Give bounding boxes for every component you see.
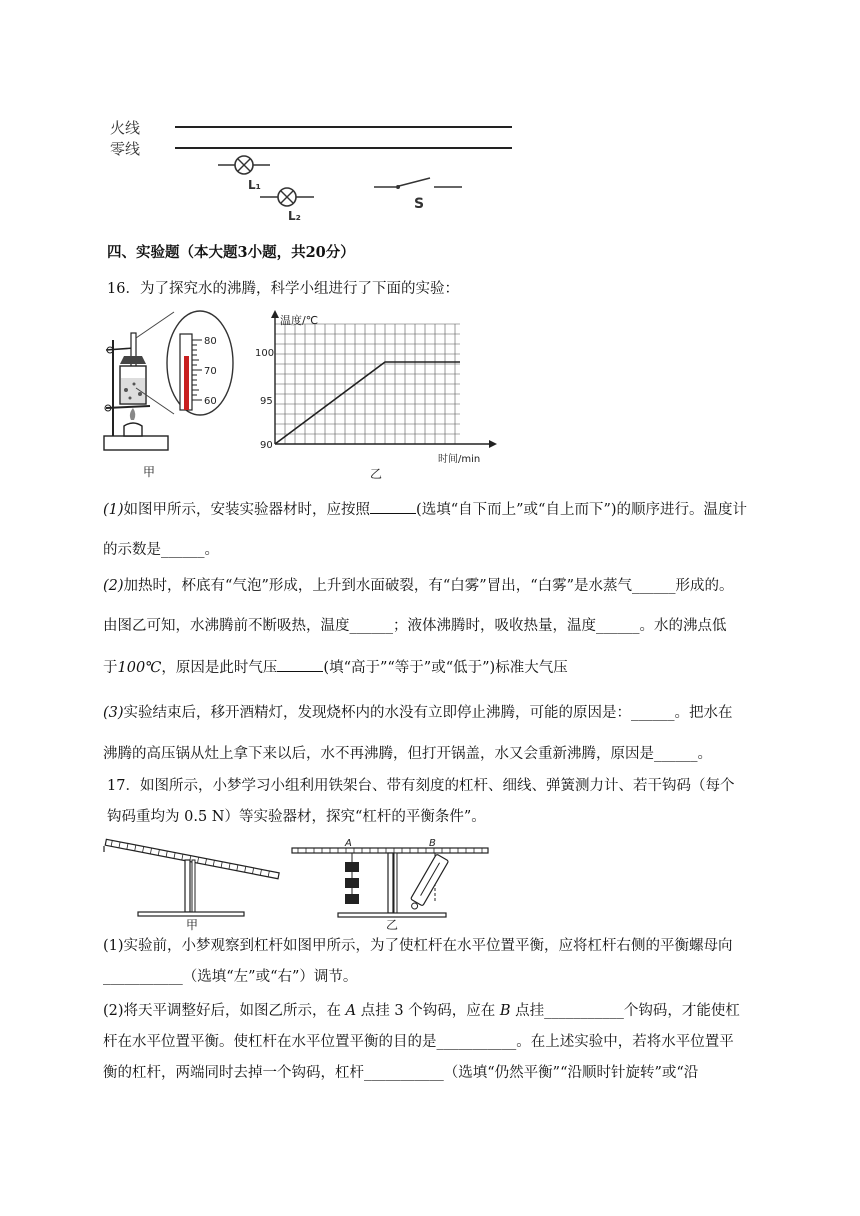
thermometer-scale-60: 60 — [204, 396, 217, 407]
q16-boiling-value: 100℃ — [117, 660, 162, 676]
section-heading: 四、实验题（本大题3小题，共20分） — [107, 244, 355, 261]
graph-grid — [275, 324, 460, 444]
q16-part3-text: 实验结束后，移开酒精灯，发现烧杯内的水没有立即停止沸腾，可能的原因是：______。把水在 — [123, 705, 733, 721]
q16-part2-number: (2) — [103, 578, 124, 594]
q16-part1-line2: 的示数是______。 — [103, 542, 219, 558]
q16-apparatus-figure — [98, 308, 238, 480]
q17-part1-line1: (1)实验前，小梦观察到杠杆如图甲所示，为了使杠杆在水平位置平衡，应将杠杆右侧的平衡螺母向 — [103, 938, 733, 954]
thermometer-scale-80: 80 — [204, 336, 217, 347]
q17-lever-figure-a — [100, 838, 285, 932]
q16-part2-text-a: 于 — [103, 660, 118, 676]
q16-part3-number: (3) — [103, 705, 124, 721]
lamp-l2-icon — [260, 188, 314, 206]
q17-stem-line1: 17．如图所示，小梦学习小组利用铁架台、带有刻度的杠杆、细线、弹簧测力计、若干钩码（每个 — [107, 778, 735, 794]
q16-part1-text-b: (选填“自下而上”或“自上而下”)的顺序进行。温度计 — [416, 502, 748, 518]
q17-part2-line1 — [103, 1001, 740, 1021]
fig-a-caption: 甲 — [143, 465, 156, 479]
lamp-l1-label: L₁ — [248, 178, 261, 192]
q16-part1-blank — [370, 499, 416, 514]
switch-label: S — [414, 196, 425, 212]
live-wire-label: 火线 — [110, 119, 141, 137]
balanced-lever — [292, 848, 488, 853]
q16-graph-figure — [250, 310, 500, 482]
switch-icon — [374, 178, 462, 189]
q17-part2-line2: 杆在水平位置平衡。使杠杆在水平位置平衡的目的是___________。在上述实验中，若将水平位置平 — [103, 1034, 734, 1050]
q16-part2-blank — [277, 657, 323, 672]
point-b-label: B — [429, 838, 436, 849]
q16-part2-line3 — [103, 657, 568, 678]
q16-part1-line1 — [103, 499, 747, 520]
q17-fig-b-caption: 乙 — [386, 918, 399, 932]
neutral-wire-label: 零线 — [110, 140, 141, 158]
q17-part1-line2: ___________（选填“左”或“右”）调节。 — [103, 969, 358, 985]
q17-lever-figure-b — [290, 838, 502, 932]
q16-part3-line2: 沸腾的高压锅从灶上拿下来以后，水不再沸腾，但打开锅盖，水又会重新沸腾，原因是______。 — [103, 746, 712, 762]
q16-part3-line1 — [103, 703, 733, 723]
q16-part2-line2: 由图乙可知，水沸腾前不断吸热，温度______；液体沸腾时，吸收热量，温度______。水的沸点低 — [103, 618, 727, 634]
q16-part2-text: 加热时，杯底有“气泡”形成，上升到水面破裂，有“白雾”冒出，“白雾”是水蒸气______形成的。 — [123, 578, 734, 594]
q17-fig-a-caption: 甲 — [186, 918, 199, 932]
q16-part2-line1 — [103, 576, 734, 596]
spring-scale-icon — [407, 854, 449, 912]
q16-part1-number: (1) — [103, 502, 124, 518]
graph-y-label: 温度/℃ — [280, 314, 319, 327]
q17-part2-line3: 衡的杠杆，两端同时去掉一个钩码，杠杆___________（选填“仍然平衡”“沿顺时针旋转”或“沿 — [103, 1065, 699, 1081]
q16-part2-text-d: (填“高于”“等于”或“低于”)标准大气压 — [323, 660, 568, 676]
fig-b-caption: 乙 — [370, 467, 383, 481]
q16-part1-text-a: 如图甲所示，安装实验器材时，应按照 — [123, 502, 371, 518]
lamp-l1-icon — [218, 156, 270, 174]
graph-x-label: 时间/min — [438, 454, 481, 465]
lamp-l2-label: L₂ — [288, 209, 301, 223]
q16-stem: 16．为了探究水的沸腾，科学小组进行了下面的实验： — [107, 281, 459, 297]
q17-stem-line2: 钩码重均为 0.5 N）等实验器材，探究“杠杆的平衡条件”。 — [107, 809, 486, 825]
circuit-figure — [100, 108, 520, 226]
q17-part2-text-c: 点挂 3 个钩码，应在 — [360, 1003, 496, 1019]
q17-point-b-ref: B — [499, 1003, 511, 1019]
graph-ytick-95: 95 — [260, 396, 273, 407]
q17-part2-text-a: (2)将天平调整好后，如图乙所示，在 — [103, 1003, 342, 1019]
q17-point-a-ref: A — [345, 1003, 357, 1019]
graph-ytick-90: 90 — [260, 440, 273, 451]
q16-part2-text-c: ，原因是此时气压 — [161, 660, 278, 676]
q17-part2-text-e: 点挂___________个钩码，才能使杠 — [515, 1003, 740, 1019]
thermometer-scale-70: 70 — [204, 366, 217, 377]
point-a-label: A — [345, 838, 352, 849]
graph-ytick-100: 100 — [255, 348, 275, 359]
hook-weights — [345, 853, 359, 904]
